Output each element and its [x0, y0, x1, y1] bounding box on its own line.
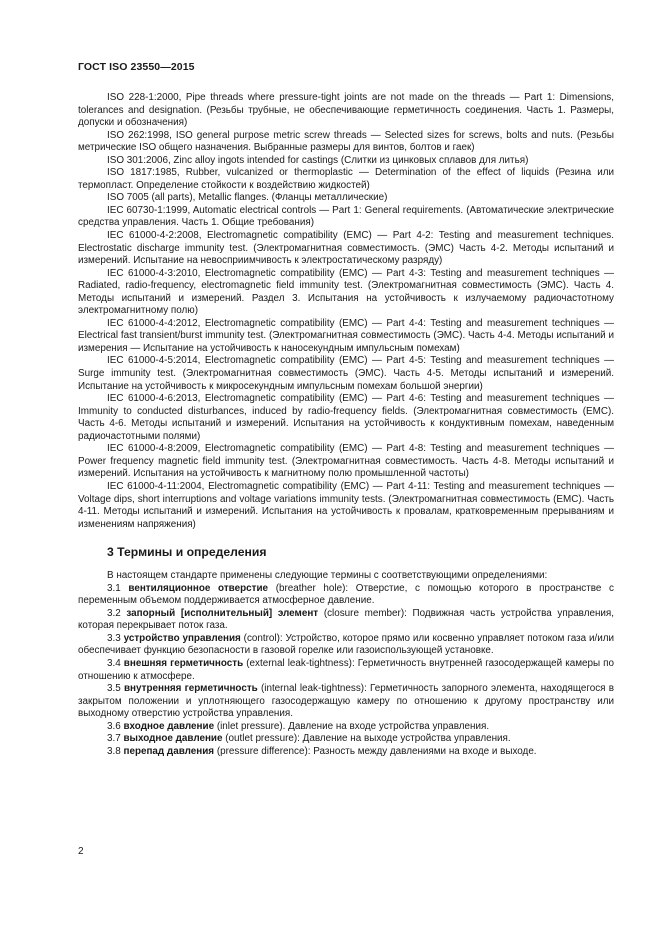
definition-number: 3.4: [107, 657, 121, 669]
document-code: ГОСТ ISO 23550—2015: [78, 61, 195, 73]
definition-text: (closure member): Подвижная часть устройства управления, которая перекрывает поток газа.: [78, 607, 615, 632]
definition-text: (breather hole): Отверстие, с помощью которого в пространстве с переменным объемом поддерживается атмосферное давление.: [78, 582, 614, 607]
reference-item: IEC 61000-4-8:2009, Electromagnetic compatibility (EMC) — Part 4-8: Testing and measurement techniques — Power frequency magnetic field immunity test. (Электромагнитная совместимость. Часть 4-8. Методы испытаний и измерений. Испытания на устойчивость к магнитному полю промышленной частоты): [78, 443, 614, 480]
definition-text: (external leak-tightness): Герметичность внутренней газосодержащей камеры по отношению к атмосфере.: [78, 657, 614, 682]
reference-item: IEC 61000-4-3:2010, Electromagnetic compatibility (EMC) — Part 4-3: Testing and measurement techniques — Radiated, radio-frequency, electromagnetic field immunity test. (Электромагнитная совместимость (ЭМС). Часть 4. Методы испытаний и измерений. Раздел 3. Испытания на устойчивость к излучаемому радиочастотному электромагнитному полю): [78, 267, 614, 317]
definition-number: 3.8: [107, 745, 121, 757]
definition-item: [78, 721, 614, 734]
normative-references: [78, 92, 614, 531]
terms-definitions: [78, 570, 614, 758]
definition-item: [78, 746, 614, 759]
definition-number: 3.5: [107, 683, 121, 695]
definition-text: (pressure difference): Разность между давлениями на входе и выходе.: [216, 745, 537, 757]
reference-item: ISO 262:1998, ISO general purpose metric screw threads — Selected sizes for screws, bolts and nuts. (Резьбы метрические ISO общего назначения. Выбранные размеры для винтов, болтов и гаек): [78, 129, 614, 154]
definition-text: (inlet pressure). Давление на входе устройства управления.: [216, 720, 490, 732]
reference-item: IEC 61000-4-6:2013, Electromagnetic compatibility (EMC) — Part 4-6: Testing and measurement techniques — Immunity to conducted disturbances, induced by radio-frequency fields. (Электромагнитная совместимость (ЕМС). Часть 4-6. Методы испытаний и измерений. Испытания на устойчивость к кондуктивным помехам, наведенным радиочастотными полями): [78, 393, 614, 442]
definition-item: [78, 608, 614, 633]
definition-term: запорный [исполнительный] элемент: [126, 607, 319, 619]
definition-text: (internal leak-tightness): Герметичность запорного элемента, находящегося в закрытом положении и уплотняющего газосодержащую камеру по отношению к другому пространству или выходному отверстию устройства управления.: [78, 683, 614, 720]
definition-item: [78, 633, 614, 658]
section-title: 3 Термины и определения: [107, 545, 267, 560]
reference-item: ISO 301:2006, Zinc alloy ingots intended for castings (Слитки из цинковых сплавов для литья): [107, 154, 529, 166]
definition-item: [78, 683, 614, 721]
definition-number: 3.3: [107, 632, 121, 644]
definition-term: устройство управления: [123, 632, 241, 644]
reference-item: ISO 7005 (all parts), Metallic flanges. (Фланцы металлические): [107, 192, 388, 204]
definition-term: внешняя герметичность: [123, 657, 244, 669]
reference-item: IEC 60730-1:1999, Automatic electrical controls — Part 1: General requirements. (Автоматические электрические средства управления. Часть 1. Общие требования): [78, 204, 614, 229]
definition-term: входное давление: [123, 720, 215, 732]
definition-term: выходное давление: [123, 733, 223, 745]
definition-item: [78, 733, 614, 746]
section-intro: В настоящем стандарте применены следующие термины с соответствующими определениями:: [107, 570, 548, 582]
reference-item: ISO 1817:1985, Rubber, vulcanized or thermoplastic — Determination of the effect of liquids (Резина или термопласт. Определение стойкости к воздействию жидкостей): [78, 167, 614, 191]
definition-number: 3.2: [107, 607, 121, 619]
definition-term: вентиляционное отверстие: [128, 582, 269, 594]
definition-item: [78, 658, 614, 683]
definition-text: (outlet pressure): Давление на выходе устройства управления.: [225, 733, 511, 745]
reference-item: IEC 61000-4-2:2008, Electromagnetic compatibility (EMC) — Part 4-2: Testing and measurement techniques. Electrostatic discharge immunity test. (Электромагнитная совместимость. (ЭМС) Часть 4-2. Методы испытаний и измерений. Испытание на невосприимчивость к электростатическому разряду): [78, 230, 614, 267]
reference-item: IEC 61000-4-4:2012, Electromagnetic compatibility (EMC) — Part 4-4: Testing and measurement techniques — Electrical fast transient/burst immunity test. (Электромагнитная совместимость (ЭМС). Часть 4-4. Методы испытаний и измерения — Испытание на устойчивость к наносекундным импульсным помехам): [78, 317, 614, 354]
definition-number: 3.6: [107, 720, 121, 732]
page-number: 2: [78, 846, 84, 857]
page-content: [78, 92, 614, 758]
definition-text: (control): Устройство, которое прямо или косвенно управляет потоком газа и/или обеспечивает функцию безопасности в газовой горелке или газоиспользующей установке.: [78, 632, 614, 657]
reference-item: IEC 61000-4-11:2004, Electromagnetic compatibility (EMC) — Part 4-11: Testing and measurement techniques — Voltage dips, short interruptions and voltage variations immunity tests. (Электромагнитная совместимость (ЕМС). Часть 4-11. Методы испытаний и измерений. Испытания на устойчивость к провалам, кратковременным прерываниям и изменениям напряжения): [78, 480, 614, 530]
reference-item: IEC 61000-4-5:2014, Electromagnetic compatibility (EMC) — Part 4-5: Testing and measurement techniques — Surge immunity test. (Электромагнитная совместимость (ЭМС). Часть 4-5. Методы испытаний и измерений. Испытание на устойчивость к микросекундным импульсным помехам большой энергии): [78, 355, 614, 392]
definition-term: внутренняя герметичность: [123, 683, 258, 695]
definition-item: [78, 583, 614, 608]
definition-number: 3.7: [107, 733, 121, 745]
definition-number: 3.1: [107, 582, 121, 594]
definition-term: перепад давления: [123, 745, 215, 757]
reference-item: ISO 228-1:2000, Pipe threads where pressure-tight joints are not made on the threads — Part 1: Dimensions, tolerances and designation. (Резьбы трубные, не обеспечивающие герметичность соединения. Часть 1. Размеры, допуски и обозначения): [78, 92, 614, 129]
